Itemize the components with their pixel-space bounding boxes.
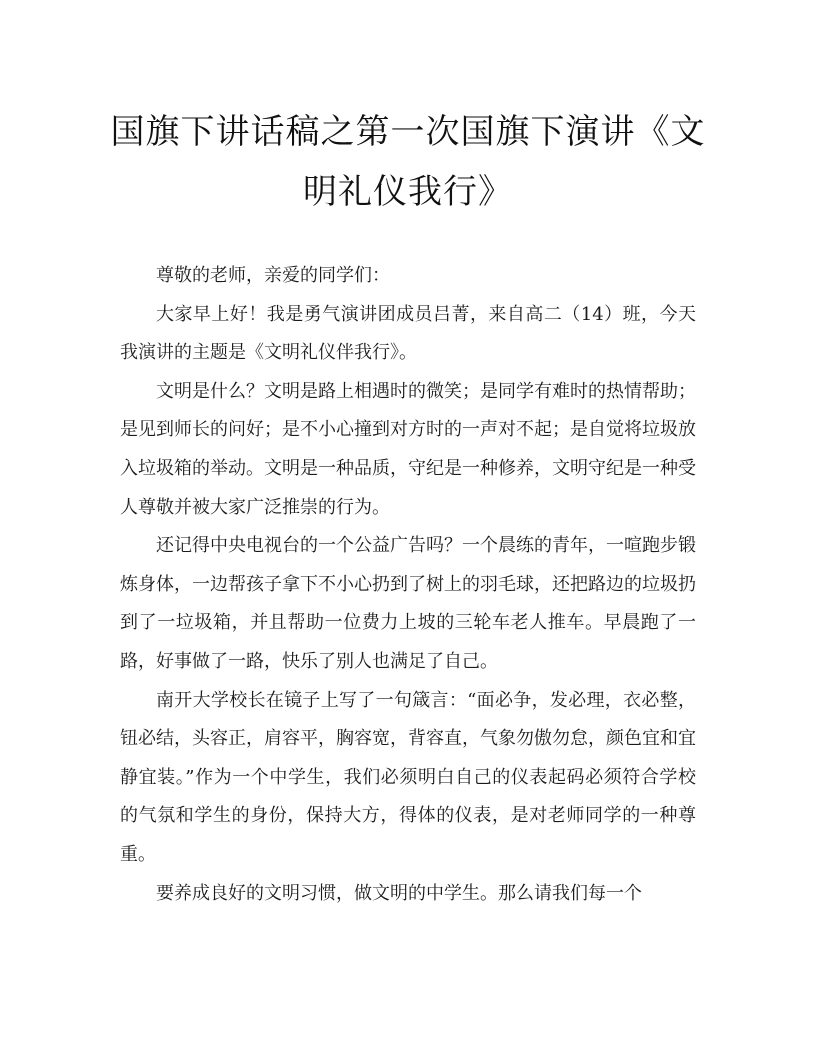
paragraph-what-is-civility: 文明是什么？文明是路上相遇时的微笑；是同学有难时的热情帮助；是见到师长的问好；是不小心撞到对方时的一声对不起；是自觉将垃圾放入垃圾箱的举动。文明是一种品质，守纪是一种修养，文明守纪是一种受人尊敬并被大家广泛推崇的行为。 [120, 380, 696, 518]
title-line-2: 明礼仪我行》 [303, 172, 513, 212]
paragraph-good-habits: 要养成良好的文明习惯，做文明的中学生。那么请我们每一个 [156, 882, 642, 904]
title-line-1: 国旗下讲话稿之第一次国旗下演讲《文 [110, 112, 706, 152]
paragraph-nankai-motto: 南开大学校长在镜子上写了一句箴言：“面必争，发必理，衣必整，钮必结，头容正，肩容平，胸容宽，背容直，气象勿傲勿怠，颜色宜和宜静宜装。”作为一个中学生，我们必须明白自己的仪表起码必须符合学校的气氛和学生的身份，保持大方，得体的仪表，是对老师同学的一种尊重。 [120, 689, 696, 865]
document-body [120, 257, 696, 913]
document-title [110, 102, 706, 222]
paragraph-cctv-ad: 还记得中央电视台的一个公益广告吗？一个晨练的青年，一喧跑步锻炼身体，一边帮孩子拿下不小心扔到了树上的羽毛球，还把路边的垃圾扔到了一垃圾箱，并且帮助一位费力上坡的三轮车老人推车。早晨跑了一路，好事做了一路，快乐了别人也满足了自己。 [120, 535, 696, 672]
paragraph-salutation: 尊敬的老师，亲爱的同学们： [156, 265, 390, 286]
paragraph-greeting: 大家早上好！我是勇气演讲团成员吕菁，来自高二（14）班，今天我演讲的主题是《文明礼仪伴我行》。 [120, 303, 696, 364]
